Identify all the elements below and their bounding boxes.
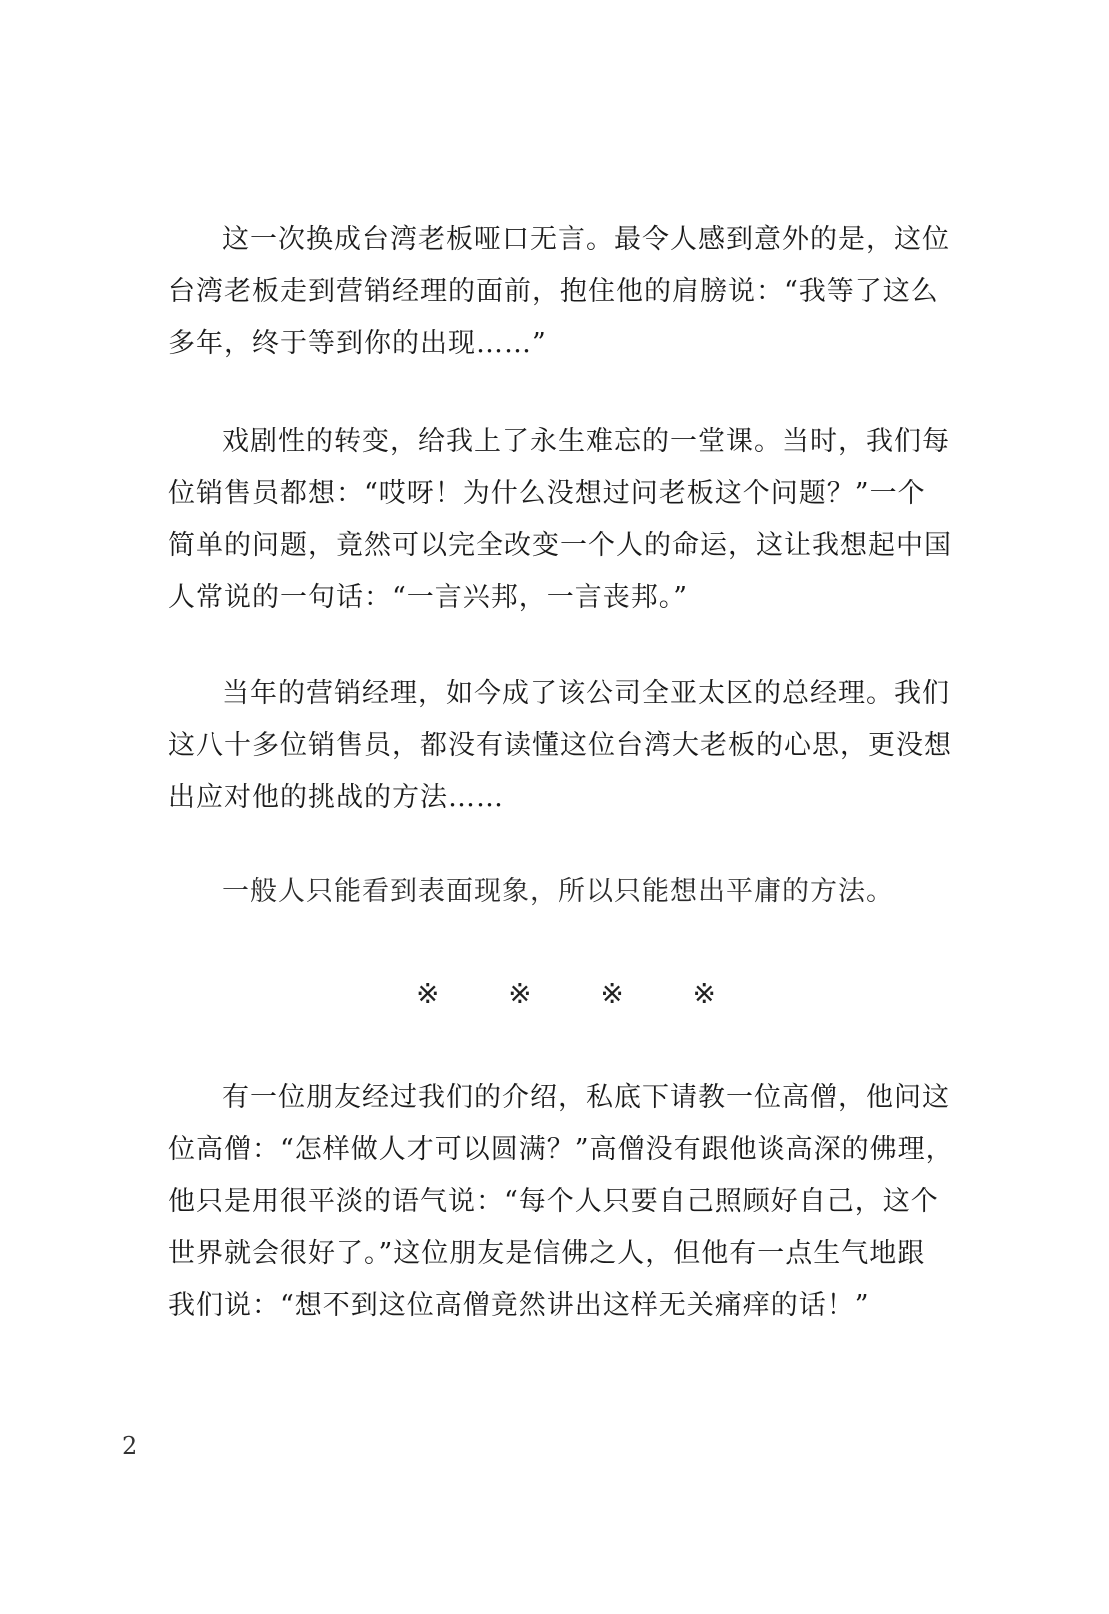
text-line: 简单的问题，竟然可以完全改变一个人的命运，这让我想起中国 bbox=[168, 530, 952, 561]
text-line: 当年的营销经理，如今成了该公司全亚太区的总经理。我们 bbox=[222, 678, 950, 709]
text-line: 这八十多位销售员，都没有读懂这位台湾大老板的心思，更没想 bbox=[168, 730, 952, 761]
reference-mark-icon: ※ bbox=[416, 977, 440, 1010]
paragraph-3 bbox=[168, 668, 952, 824]
text-line: 他只是用很平淡的语气说：“每个人只要自己照顾好自己，这个 bbox=[168, 1186, 939, 1217]
text-line: 有一位朋友经过我们的介绍，私底下请教一位高僧，他问这 bbox=[222, 1082, 950, 1113]
text-line: 位高僧：“怎样做人才可以圆满？”高僧没有跟他谈高深的佛理， bbox=[168, 1134, 954, 1165]
paragraph-4 bbox=[168, 1072, 954, 1332]
reference-mark-icon: ※ bbox=[508, 977, 532, 1010]
reference-mark-icon: ※ bbox=[600, 977, 624, 1010]
text-line: 位销售员都想：“哎呀！为什么没想过问老板这个问题？”一个 bbox=[168, 478, 926, 509]
text-line: 这一次换成台湾老板哑口无言。最令人感到意外的是，这位 bbox=[222, 224, 950, 255]
paragraph-2 bbox=[168, 416, 952, 624]
text-line: 台湾老板走到营销经理的面前，抱住他的肩膀说：“我等了这么 bbox=[168, 276, 939, 307]
highlight-sentence: 一般人只能看到表面现象，所以只能想出平庸的方法。 bbox=[222, 876, 894, 907]
text-line: 我们说：“想不到这位高僧竟然讲出这样无关痛痒的话！” bbox=[168, 1290, 870, 1321]
text-line: 多年，终于等到你的出现……” bbox=[168, 328, 547, 359]
page-number: 2 bbox=[122, 1432, 138, 1460]
text-line: 世界就会很好了。”这位朋友是信佛之人，但他有一点生气地跟 bbox=[168, 1238, 926, 1269]
section-separator bbox=[416, 968, 716, 1020]
reference-mark-icon: ※ bbox=[692, 977, 716, 1010]
paragraph-1 bbox=[168, 214, 948, 370]
text-line: 出应对他的挑战的方法…… bbox=[168, 782, 504, 813]
text-line: 戏剧性的转变，给我上了永生难忘的一堂课。当时，我们每 bbox=[222, 426, 950, 457]
text-line: 人常说的一句话：“一言兴邦，一言丧邦。” bbox=[168, 582, 689, 613]
